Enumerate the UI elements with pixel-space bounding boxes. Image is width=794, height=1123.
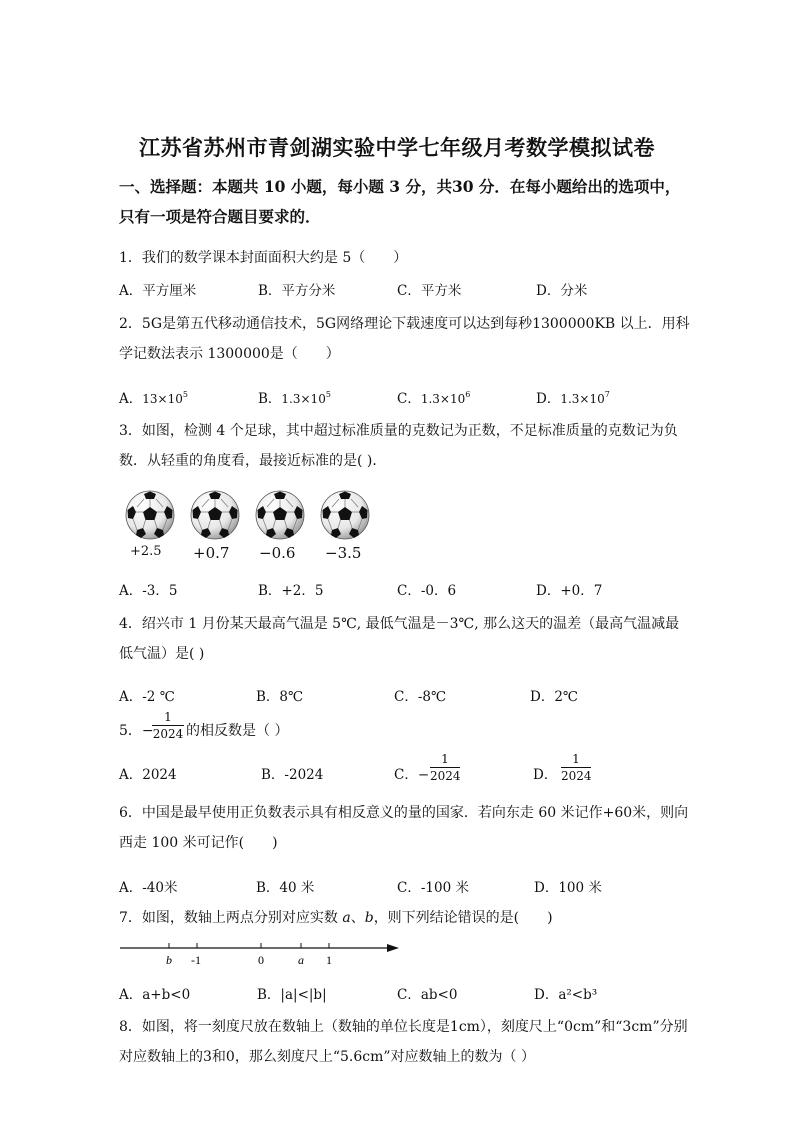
section-heading-line1: 一、选择题：本题共 10 小题，每小题 3 分，共30 分．在每小题给出的选项中， [119,177,681,196]
q2-option-a: A．$13\times 10^5$ [119,390,188,407]
q5-suffix: 的相反数是（ ） [186,723,289,739]
q5-option-c: C．− [394,767,430,783]
q5-option-d: D． [533,767,558,783]
q7-option-c: C．ab<0 [397,987,458,1003]
q7-stem: 7．如图，数轴上两点分别对应实数 a、b，则下列结论错误的是( ) [119,910,553,926]
q3-stem-line2: 数．从轻重的角度看，最接近标准的是( )． [119,453,387,469]
q1-option-d: D．分米 [536,283,588,299]
page-title: 江苏省苏州市青剑湖实验中学七年级月考数学模拟试卷 [139,135,655,160]
q6-option-d: D．100 米 [534,880,602,896]
q7-option-b: B．|a|<|b| [257,987,327,1003]
ball-label-2: +0.7 [193,544,230,562]
q5-option-d-fraction: 1 2024 [561,752,592,783]
q7-option-a: A．a+b<0 [119,987,191,1003]
axis-label-one: 1 [326,953,332,967]
q5-option-b: B．-2024 [261,767,324,783]
q1-option-c: C．平方米 [397,283,462,299]
soccer-ball-icon [320,490,370,540]
q2-stem-line2: 学记数法表示 1300000是（ ） [119,346,340,362]
soccer-ball-icon [125,490,175,540]
ball-label-3: −0.6 [259,544,296,562]
axis-label-a: a [298,953,304,967]
q6-stem-line1: 6．中国是最早使用正负数表示具有相反意义的量的国家．若向东走 60 米记作+60米，则向 [119,805,689,821]
q4-option-d: D．2℃ [530,689,579,705]
q3-option-c: C．-0．6 [397,583,457,599]
q4-stem-line1: 4．绍兴市 1 月份某天最高气温是 5℃, 最低气温是－3℃, 那么这天的温差（最高气温减最 [119,616,680,632]
q1-option-b: B．平方分米 [258,283,336,299]
section-heading-line2: 只有一项是符合题目要求的． [119,207,321,226]
q3-option-b: B．+2．5 [258,583,324,599]
q5-option-c-fraction: 1 2024 [430,752,461,783]
q3-option-a: A．-3．5 [119,583,178,599]
q4-option-a: A．-2 ℃ [119,689,175,705]
q6-option-a: A．-40米 [119,880,178,896]
axis-label-b: b [166,953,172,967]
number-line-diagram [115,936,405,970]
q4-stem-line2: 低气温）是( ) [119,646,205,662]
q2-stem-line1: 2．5G是第五代移动通信技术，5G网络理论下载速度可以达到每秒1300000KB 以上．用科 [119,316,690,332]
q4-option-c: C．-8℃ [394,689,447,705]
q8-stem-line2: 对应数轴上的3和0，那么刻度尺上“5.6cm”对应数轴上的数为（ ） [119,1049,535,1065]
q1-stem: 1．我们的数学课本封面面积大约是 5（ ） [119,250,408,266]
q6-stem-line2: 西走 100 米可记作( ) [119,835,278,851]
q8-stem-line1: 8．如图，将一刻度尺放在数轴上（数轴的单位长度是1cm），刻度尺上“0cm”和“3cm”分别 [119,1019,688,1035]
soccer-ball-icon [190,490,240,540]
soccer-ball-icon [255,490,305,540]
q6-option-b: B．40 米 [256,880,315,896]
q4-option-b: B．8℃ [256,689,304,705]
ball-label-4: −3.5 [325,544,362,562]
q3-option-d: D．+0．7 [536,583,603,599]
ball-label-1: +2.5 [130,544,162,559]
axis-label-zero: 0 [258,953,264,967]
q5-fraction: 1 2024 [152,710,184,741]
q5-prefix: 5．− [119,723,154,739]
q7-option-d: D．a²<b³ [534,987,598,1003]
q3-stem-line1: 3．如图，检测 4 个足球，其中超过标准质量的克数记为正数，不足标准质量的克数记为负 [119,423,678,439]
q5-option-a: A．2024 [119,767,177,783]
q6-option-c: C．-100 米 [397,880,469,896]
axis-label-neg1: -1 [191,953,201,967]
q1-option-a: A．平方厘米 [119,283,197,299]
q2-option-b: B．$1.3\times 10^5$ [258,390,331,407]
q2-option-d: D．$1.3\times 10^7$ [536,390,610,407]
arrow-icon [387,944,399,952]
q2-option-c: C．$1.3\times 10^6$ [397,390,471,407]
